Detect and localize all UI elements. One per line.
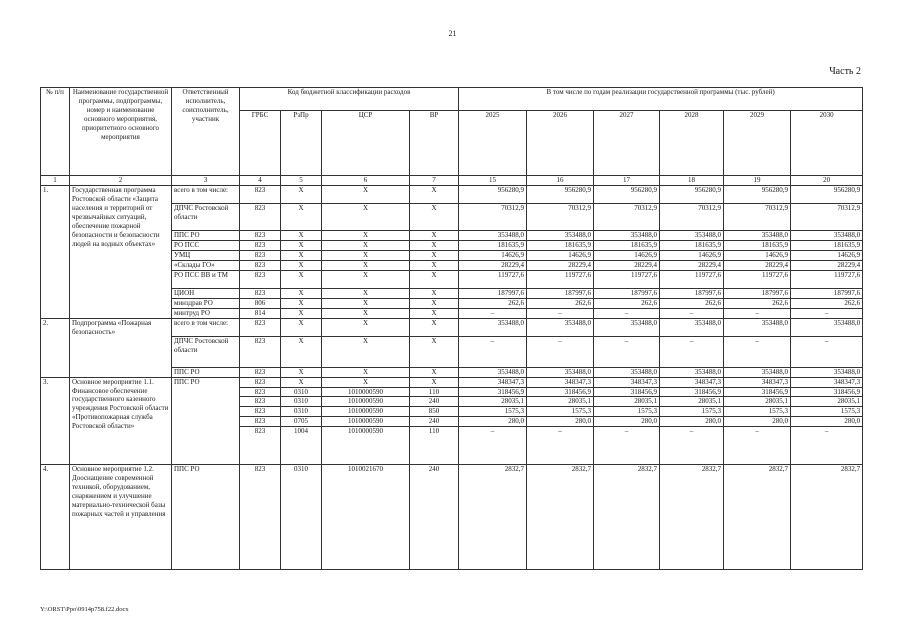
col-number: 16	[527, 176, 594, 186]
value-cell: 187997,6	[660, 288, 724, 298]
value-cell: 280,0	[660, 417, 724, 427]
value-cell: 28035,1	[594, 397, 660, 407]
executor-cell: всего в том числе:	[172, 185, 240, 203]
col-number: 17	[594, 176, 660, 186]
grbs-cell: 823	[240, 288, 281, 298]
executor-cell: «Склады ГО»	[172, 260, 240, 270]
col-number: 6	[322, 176, 410, 186]
grbs-cell: 823	[240, 260, 281, 270]
value-cell: 318456,9	[791, 387, 863, 397]
value-cell: –	[660, 308, 724, 318]
value-cell: 353488,0	[724, 367, 791, 377]
value-cell: 956280,9	[660, 185, 724, 203]
executor-cell: УМЦ	[172, 250, 240, 260]
executor-cell: ППС РО	[172, 367, 240, 377]
value-cell: 70312,9	[791, 203, 863, 230]
table-row	[41, 185, 863, 203]
value-cell: 70312,9	[724, 203, 791, 230]
value-cell: –	[724, 308, 791, 318]
value-cell: 353488,0	[594, 318, 660, 336]
value-cell: 70312,9	[527, 203, 594, 230]
vr-cell: 240	[410, 465, 459, 570]
value-cell: 280,0	[791, 417, 863, 427]
value-cell: 280,0	[724, 417, 791, 427]
csr-cell: Х	[322, 260, 410, 270]
vr-cell: Х	[410, 203, 459, 230]
value-cell: 119727,6	[459, 270, 527, 288]
value-cell: –	[660, 336, 724, 367]
value-cell: 1575,3	[459, 407, 527, 417]
value-cell: 262,6	[660, 298, 724, 308]
value-cell: 2832,7	[527, 465, 594, 570]
value-cell: 353488,0	[527, 230, 594, 240]
value-cell: 187997,6	[594, 288, 660, 298]
vr-cell: Х	[410, 270, 459, 288]
grbs-cell: 823	[240, 250, 281, 260]
rzpr-cell: Х	[281, 288, 322, 298]
value-cell: 187997,6	[527, 288, 594, 298]
value-cell: –	[594, 336, 660, 367]
rzpr-cell: 0310	[281, 397, 322, 407]
value-cell: 262,6	[724, 298, 791, 308]
value-cell: 1575,3	[791, 407, 863, 417]
csr-cell: Х	[322, 270, 410, 288]
value-cell: 28229,4	[724, 260, 791, 270]
col-number: 15	[459, 176, 527, 186]
grbs-cell: 823	[240, 270, 281, 288]
executor-cell: ППС РО	[172, 230, 240, 240]
header-2026: 2026	[527, 111, 594, 176]
csr-cell: 1010000590	[322, 407, 410, 417]
grbs-cell: 806	[240, 298, 281, 308]
program-name: Подпрограмма «Пожарная безопасность»	[70, 318, 172, 377]
value-cell: 119727,6	[724, 270, 791, 288]
value-cell: 2832,7	[791, 465, 863, 570]
value-cell: –	[459, 308, 527, 318]
col-number: 20	[791, 176, 863, 186]
value-cell: 318456,9	[660, 387, 724, 397]
value-cell: 14626,9	[459, 250, 527, 260]
csr-cell: 1010021670	[322, 465, 410, 570]
csr-cell: 1010000590	[322, 387, 410, 397]
vr-cell: Х	[410, 308, 459, 318]
value-cell: 119727,6	[660, 270, 724, 288]
value-cell: 70312,9	[594, 203, 660, 230]
row-number: 4.	[41, 465, 70, 570]
value-cell: 956280,9	[594, 185, 660, 203]
value-cell: 318456,9	[724, 387, 791, 397]
rzpr-cell: 0310	[281, 387, 322, 397]
value-cell: 28035,1	[724, 397, 791, 407]
value-cell: –	[527, 336, 594, 367]
header-2025: 2025	[459, 111, 527, 176]
rzpr-cell: Х	[281, 336, 322, 367]
footer-file-path: Y:\ORST\Ppo\0914p758.f22.docx	[40, 606, 129, 613]
value-cell: 318456,9	[459, 387, 527, 397]
value-cell: 187997,6	[459, 288, 527, 298]
rzpr-cell: Х	[281, 260, 322, 270]
value-cell: 353488,0	[594, 367, 660, 377]
executor-cell: минздрав РО	[172, 298, 240, 308]
value-cell: 14626,9	[527, 250, 594, 260]
rzpr-cell: 0310	[281, 407, 322, 417]
col-number: 4	[240, 176, 281, 186]
grbs-cell: 823	[240, 397, 281, 407]
value-cell: 318456,9	[527, 387, 594, 397]
value-cell: 70312,9	[459, 203, 527, 230]
value-cell: 353488,0	[791, 318, 863, 336]
value-cell: 181635,9	[660, 240, 724, 250]
value-cell: –	[459, 427, 527, 465]
header-rzpr: РзПр	[281, 111, 322, 176]
header-2029: 2029	[724, 111, 791, 176]
vr-cell: Х	[410, 318, 459, 336]
value-cell: 353488,0	[724, 230, 791, 240]
value-cell: 262,6	[791, 298, 863, 308]
value-cell: 348347,3	[459, 377, 527, 387]
grbs-cell: 823	[240, 417, 281, 427]
value-cell: 353488,0	[527, 318, 594, 336]
value-cell: 2832,7	[724, 465, 791, 570]
table-row	[41, 377, 863, 387]
col-number: 19	[724, 176, 791, 186]
csr-cell: Х	[322, 240, 410, 250]
grbs-cell: 823	[240, 185, 281, 203]
rzpr-cell: 0705	[281, 417, 322, 427]
rzpr-cell: Х	[281, 270, 322, 288]
value-cell: 181635,9	[724, 240, 791, 250]
csr-cell: 1010000590	[322, 427, 410, 465]
value-cell: 262,6	[594, 298, 660, 308]
value-cell: 181635,9	[527, 240, 594, 250]
csr-cell: Х	[322, 367, 410, 377]
col-number: 7	[410, 176, 459, 186]
header-2030: 2030	[791, 111, 863, 176]
vr-cell: 110	[410, 387, 459, 397]
value-cell: 1575,3	[660, 407, 724, 417]
rzpr-cell: Х	[281, 308, 322, 318]
value-cell: 181635,9	[791, 240, 863, 250]
header-2028: 2028	[660, 111, 724, 176]
value-cell: 353488,0	[724, 318, 791, 336]
csr-cell: Х	[322, 377, 410, 387]
value-cell: 353488,0	[527, 367, 594, 377]
value-cell: 353488,0	[459, 367, 527, 377]
value-cell: 353488,0	[459, 230, 527, 240]
value-cell: 348347,3	[594, 377, 660, 387]
value-cell: 262,6	[527, 298, 594, 308]
program-name: Государственная программа Ростовской области «Защита населения и территорий от чрезвычайных ситуаций, обеспечение пожарной безопасности и безопасности людей на водных объектах»	[70, 185, 172, 318]
value-cell: 353488,0	[791, 230, 863, 240]
value-cell: 2832,7	[660, 465, 724, 570]
header-name: Наименование государственной программы, подпрограммы, номер и наименование основного мероприятия, приоритетного основного мероприятия	[70, 88, 172, 176]
grbs-cell: 823	[240, 377, 281, 387]
rzpr-cell: Х	[281, 367, 322, 377]
rzpr-cell: 1004	[281, 427, 322, 465]
value-cell: –	[791, 336, 863, 367]
value-cell: –	[791, 308, 863, 318]
header-vr: ВР	[410, 111, 459, 176]
csr-cell: Х	[322, 203, 410, 230]
value-cell: –	[459, 336, 527, 367]
row-number: 2.	[41, 318, 70, 377]
value-cell: 28035,1	[660, 397, 724, 407]
value-cell: 348347,3	[527, 377, 594, 387]
value-cell: 119727,6	[527, 270, 594, 288]
value-cell: 28229,4	[527, 260, 594, 270]
value-cell: 318456,9	[594, 387, 660, 397]
value-cell: 187997,6	[724, 288, 791, 298]
value-cell: –	[594, 308, 660, 318]
csr-cell: Х	[322, 336, 410, 367]
value-cell: 353488,0	[660, 230, 724, 240]
value-cell: –	[724, 336, 791, 367]
header-num: № п/п	[41, 88, 70, 176]
value-cell: 2832,7	[459, 465, 527, 570]
header-csr: ЦСР	[322, 111, 410, 176]
grbs-cell: 823	[240, 318, 281, 336]
rzpr-cell: Х	[281, 203, 322, 230]
value-cell: –	[594, 427, 660, 465]
value-cell: 28035,1	[791, 397, 863, 407]
rzpr-cell: Х	[281, 185, 322, 203]
grbs-cell: 823	[240, 336, 281, 367]
rzpr-cell: Х	[281, 298, 322, 308]
value-cell: –	[527, 308, 594, 318]
value-cell: 1575,3	[527, 407, 594, 417]
value-cell: –	[724, 427, 791, 465]
vr-cell: 110	[410, 427, 459, 465]
value-cell: –	[660, 427, 724, 465]
value-cell: 14626,9	[660, 250, 724, 260]
value-cell: 14626,9	[724, 250, 791, 260]
grbs-cell: 823	[240, 230, 281, 240]
executor-cell: ЦИОН	[172, 288, 240, 298]
value-cell: 28229,4	[594, 260, 660, 270]
grbs-cell: 823	[240, 427, 281, 465]
value-cell: 2832,7	[594, 465, 660, 570]
budget-table	[40, 87, 863, 570]
value-cell: 181635,9	[459, 240, 527, 250]
vr-cell: Х	[410, 250, 459, 260]
value-cell: 280,0	[459, 417, 527, 427]
vr-cell: Х	[410, 377, 459, 387]
grbs-cell: 814	[240, 308, 281, 318]
value-cell: 353488,0	[660, 367, 724, 377]
grbs-cell: 823	[240, 203, 281, 230]
rzpr-cell: Х	[281, 377, 322, 387]
csr-cell: Х	[322, 288, 410, 298]
value-cell: 956280,9	[459, 185, 527, 203]
vr-cell: 240	[410, 417, 459, 427]
value-cell: 262,6	[459, 298, 527, 308]
csr-cell: Х	[322, 230, 410, 240]
rzpr-cell: 0310	[281, 465, 322, 570]
value-cell: 28035,1	[527, 397, 594, 407]
header-2027: 2027	[594, 111, 660, 176]
grbs-cell: 823	[240, 465, 281, 570]
value-cell: 119727,6	[594, 270, 660, 288]
rzpr-cell: Х	[281, 318, 322, 336]
rzpr-cell: Х	[281, 240, 322, 250]
value-cell: 280,0	[527, 417, 594, 427]
value-cell: 14626,9	[594, 250, 660, 260]
table-row	[41, 465, 863, 570]
csr-cell: 1010000590	[322, 417, 410, 427]
value-cell: 956280,9	[791, 185, 863, 203]
col-number: 3	[172, 176, 240, 186]
program-name: Основное мероприятие 1.2. Дооснащение современной техникой, оборудованием, снаряжением и улучшение материально-технической базы пожарных частей и управления	[70, 465, 172, 570]
vr-cell: Х	[410, 230, 459, 240]
value-cell: 119727,6	[791, 270, 863, 288]
value-cell: 353488,0	[459, 318, 527, 336]
vr-cell: Х	[410, 298, 459, 308]
value-cell: 28035,1	[459, 397, 527, 407]
executor-cell: всего в том числе:	[172, 318, 240, 336]
grbs-cell: 823	[240, 387, 281, 397]
executor-cell: ДПЧС Ростовской области	[172, 336, 240, 367]
value-cell: 14626,9	[791, 250, 863, 260]
value-cell: 70312,9	[660, 203, 724, 230]
csr-cell: Х	[322, 250, 410, 260]
value-cell: 353488,0	[594, 230, 660, 240]
vr-cell: Х	[410, 367, 459, 377]
vr-cell: Х	[410, 260, 459, 270]
value-cell: 353488,0	[660, 318, 724, 336]
grbs-cell: 823	[240, 240, 281, 250]
vr-cell: Х	[410, 240, 459, 250]
csr-cell: Х	[322, 298, 410, 308]
csr-cell: 1010000590	[322, 397, 410, 407]
col-number: 5	[281, 176, 322, 186]
csr-cell: Х	[322, 185, 410, 203]
vr-cell: Х	[410, 336, 459, 367]
header-executor: Ответственный исполнитель, соисполнитель, участник	[172, 88, 240, 176]
table-row	[41, 318, 863, 336]
value-cell: 28229,4	[459, 260, 527, 270]
value-cell: 1575,3	[594, 407, 660, 417]
executor-cell: ДПЧС Ростовской области	[172, 203, 240, 230]
value-cell: –	[527, 427, 594, 465]
row-number: 3.	[41, 377, 70, 465]
column-number-row	[41, 176, 863, 186]
value-cell: 353488,0	[791, 367, 863, 377]
part-label: Часть 2	[829, 66, 861, 77]
value-cell: –	[791, 427, 863, 465]
executor-cell: РО ПСС	[172, 240, 240, 250]
rzpr-cell: Х	[281, 250, 322, 260]
col-number: 2	[70, 176, 172, 186]
col-number: 1	[41, 176, 70, 186]
value-cell: 956280,9	[724, 185, 791, 203]
program-name: Основное мероприятие 1.1. Финансовое обеспечение государственного казенного учреждения Ростовской области «Противопожарная служба Ростовской области»	[70, 377, 172, 465]
vr-cell: 240	[410, 397, 459, 407]
rzpr-cell: Х	[281, 230, 322, 240]
page-number: 21	[448, 29, 457, 38]
header-years-group: В том числе по годам реализации государственной программы (тыс. рублей)	[459, 88, 863, 111]
value-cell: 181635,9	[594, 240, 660, 250]
header-code-group: Код бюджетной классификации расходов	[240, 88, 459, 111]
vr-cell: Х	[410, 185, 459, 203]
row-number: 1.	[41, 185, 70, 318]
value-cell: 956280,9	[527, 185, 594, 203]
executor-cell: ППС РО	[172, 465, 240, 570]
col-number: 18	[660, 176, 724, 186]
executor-cell: минтруд РО	[172, 308, 240, 318]
vr-cell: 850	[410, 407, 459, 417]
vr-cell: Х	[410, 288, 459, 298]
csr-cell: Х	[322, 318, 410, 336]
value-cell: 280,0	[594, 417, 660, 427]
executor-cell: РО ПСС ВВ и ТМ	[172, 270, 240, 288]
value-cell: 28229,4	[791, 260, 863, 270]
value-cell: 348347,3	[660, 377, 724, 387]
executor-cell: ППС РО	[172, 377, 240, 465]
grbs-cell: 823	[240, 367, 281, 377]
value-cell: 348347,3	[791, 377, 863, 387]
csr-cell: Х	[322, 308, 410, 318]
header-grbs: ГРБС	[240, 111, 281, 176]
grbs-cell: 823	[240, 407, 281, 417]
value-cell: 348347,3	[724, 377, 791, 387]
value-cell: 187997,6	[791, 288, 863, 298]
value-cell: 28229,4	[660, 260, 724, 270]
value-cell: 1575,3	[724, 407, 791, 417]
